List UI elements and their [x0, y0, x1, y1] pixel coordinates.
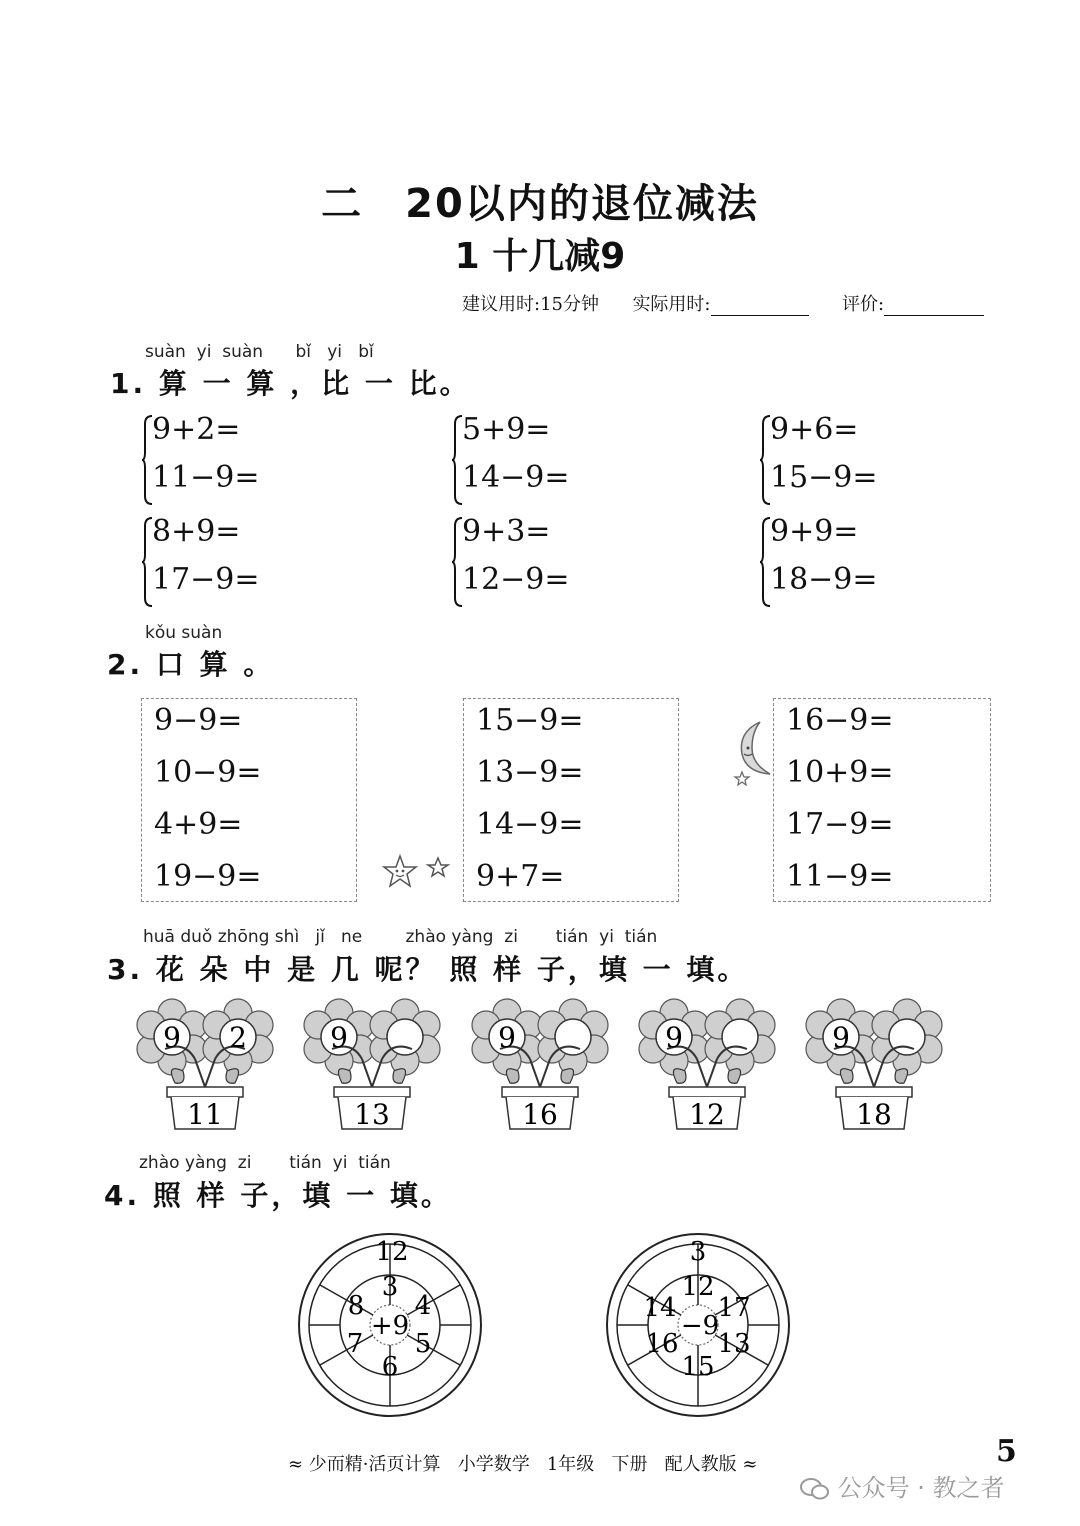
q1-pair-6	[760, 516, 960, 608]
equation: 15−9=	[476, 703, 584, 738]
wheel2-inner-number: 16	[645, 1329, 679, 1359]
wheel1-center-operation: +9	[370, 1311, 410, 1341]
wheel2-outer-number: 3	[689, 1237, 707, 1267]
equation: 10+9=	[786, 755, 894, 790]
equation: 17−9=	[786, 807, 894, 842]
evaluation-blank[interactable]	[884, 297, 984, 316]
pot-number: 13	[354, 1098, 390, 1131]
pot-number: 11	[187, 1098, 223, 1131]
equation: 17−9=	[152, 562, 260, 597]
equation: 9−9=	[154, 703, 243, 738]
equation: 9+3=	[462, 514, 551, 549]
star-decoration-icon	[380, 852, 456, 894]
q1-pair-3	[760, 414, 960, 506]
q1-pair-4	[142, 516, 342, 608]
wheel2-inner-number: 17	[717, 1293, 751, 1323]
wheel1-inner-number: 5	[414, 1329, 432, 1359]
pot-number: 12	[689, 1098, 725, 1131]
flower-right-number: 2	[229, 1021, 247, 1054]
equation: 16−9=	[786, 703, 894, 738]
equation: 9+2=	[152, 412, 241, 447]
wheel1-inner-number: 6	[381, 1352, 399, 1382]
wheel1-outer-number: 12	[375, 1237, 409, 1267]
q4-pinyin: zhào yàng zi tián yi tián	[139, 1153, 391, 1173]
equation: 18−9=	[770, 562, 878, 597]
flower-left-number: 9	[330, 1021, 348, 1054]
oral-box-1	[141, 698, 357, 902]
equation: 5+9=	[462, 412, 551, 447]
actual-time-blank[interactable]	[711, 297, 809, 316]
equation: 19−9=	[154, 859, 262, 894]
flower-left-number: 9	[163, 1021, 181, 1054]
q1-pair-5	[452, 516, 652, 608]
equation: 10−9=	[154, 755, 262, 790]
chapter-title: 二 20以内的退位减法	[321, 181, 759, 227]
wechat-icon	[800, 1476, 830, 1502]
footer-text: ≈ 少而精·活页计算 小学数学 1年级 下册 配人教版 ≈	[288, 1454, 758, 1475]
q2-heading: 2. 口 算 。	[107, 648, 275, 681]
flower-left-number: 9	[498, 1021, 516, 1054]
q1-heading: 1. 算 一 算 ，比 一 比。	[110, 367, 471, 400]
wheel2-inner-number: 15	[681, 1352, 715, 1382]
q1-pair-1	[142, 414, 342, 506]
q1-pinyin: suàn yi suàn bǐ yi bǐ	[145, 342, 374, 362]
q3-pinyin: huā duǒ zhōng shì jǐ ne zhào yàng zi tián yi tián	[143, 927, 658, 947]
page-number: 5	[996, 1434, 1017, 1469]
equation: 12−9=	[462, 562, 570, 597]
actual-time-label: 实际用时:	[632, 294, 711, 315]
equation: 9+6=	[770, 412, 859, 447]
wheel1-inner-number: 3	[381, 1272, 399, 1302]
evaluation-label: 评价:	[841, 294, 885, 315]
equation: 11−9=	[786, 859, 894, 894]
equation: 15−9=	[770, 460, 878, 495]
equation: 11−9=	[152, 460, 260, 495]
pot-number: 16	[522, 1098, 558, 1131]
equation: 14−9=	[476, 807, 584, 842]
number-wheels	[0, 1220, 1080, 1430]
equation: 9+7=	[476, 859, 565, 894]
wheel1-inner-number: 7	[346, 1329, 364, 1359]
watermark	[800, 1468, 1005, 1503]
q2-pinyin: kǒu suàn	[145, 623, 223, 643]
oral-box-2	[463, 698, 679, 902]
equation: 13−9=	[476, 755, 584, 790]
wheel2-inner-number: 12	[681, 1272, 715, 1302]
equation: 4+9=	[154, 807, 243, 842]
wheel1-inner-number: 4	[414, 1291, 432, 1321]
equation: 8+9=	[152, 514, 241, 549]
equation: 14−9=	[462, 460, 570, 495]
suggested-time: 建议用时:15分钟	[462, 294, 599, 315]
pot-number: 18	[856, 1098, 892, 1131]
q4-heading: 4. 照 样 子，填 一 填。	[104, 1179, 452, 1212]
wheel2-inner-number: 14	[643, 1293, 677, 1323]
oral-box-3	[773, 698, 991, 902]
flower-left-number: 9	[832, 1021, 850, 1054]
watermark-text: 公众号 · 教之者	[837, 1474, 1005, 1502]
wheel1-inner-number: 8	[347, 1291, 365, 1321]
lesson-title: 1 十几减9	[454, 236, 626, 277]
wheel2-inner-number: 13	[717, 1329, 751, 1359]
q3-heading: 3. 花 朵 中 是 几 呢？ 照 样 子，填 一 填。	[107, 953, 749, 986]
flower-left-number: 9	[665, 1021, 683, 1054]
equation: 9+9=	[770, 514, 859, 549]
time-bar	[462, 290, 984, 316]
wheel2-center-operation: −9	[680, 1311, 720, 1341]
q1-pair-2	[452, 414, 652, 506]
flower-pots	[0, 995, 1080, 1135]
moon-decoration-icon	[730, 718, 778, 788]
